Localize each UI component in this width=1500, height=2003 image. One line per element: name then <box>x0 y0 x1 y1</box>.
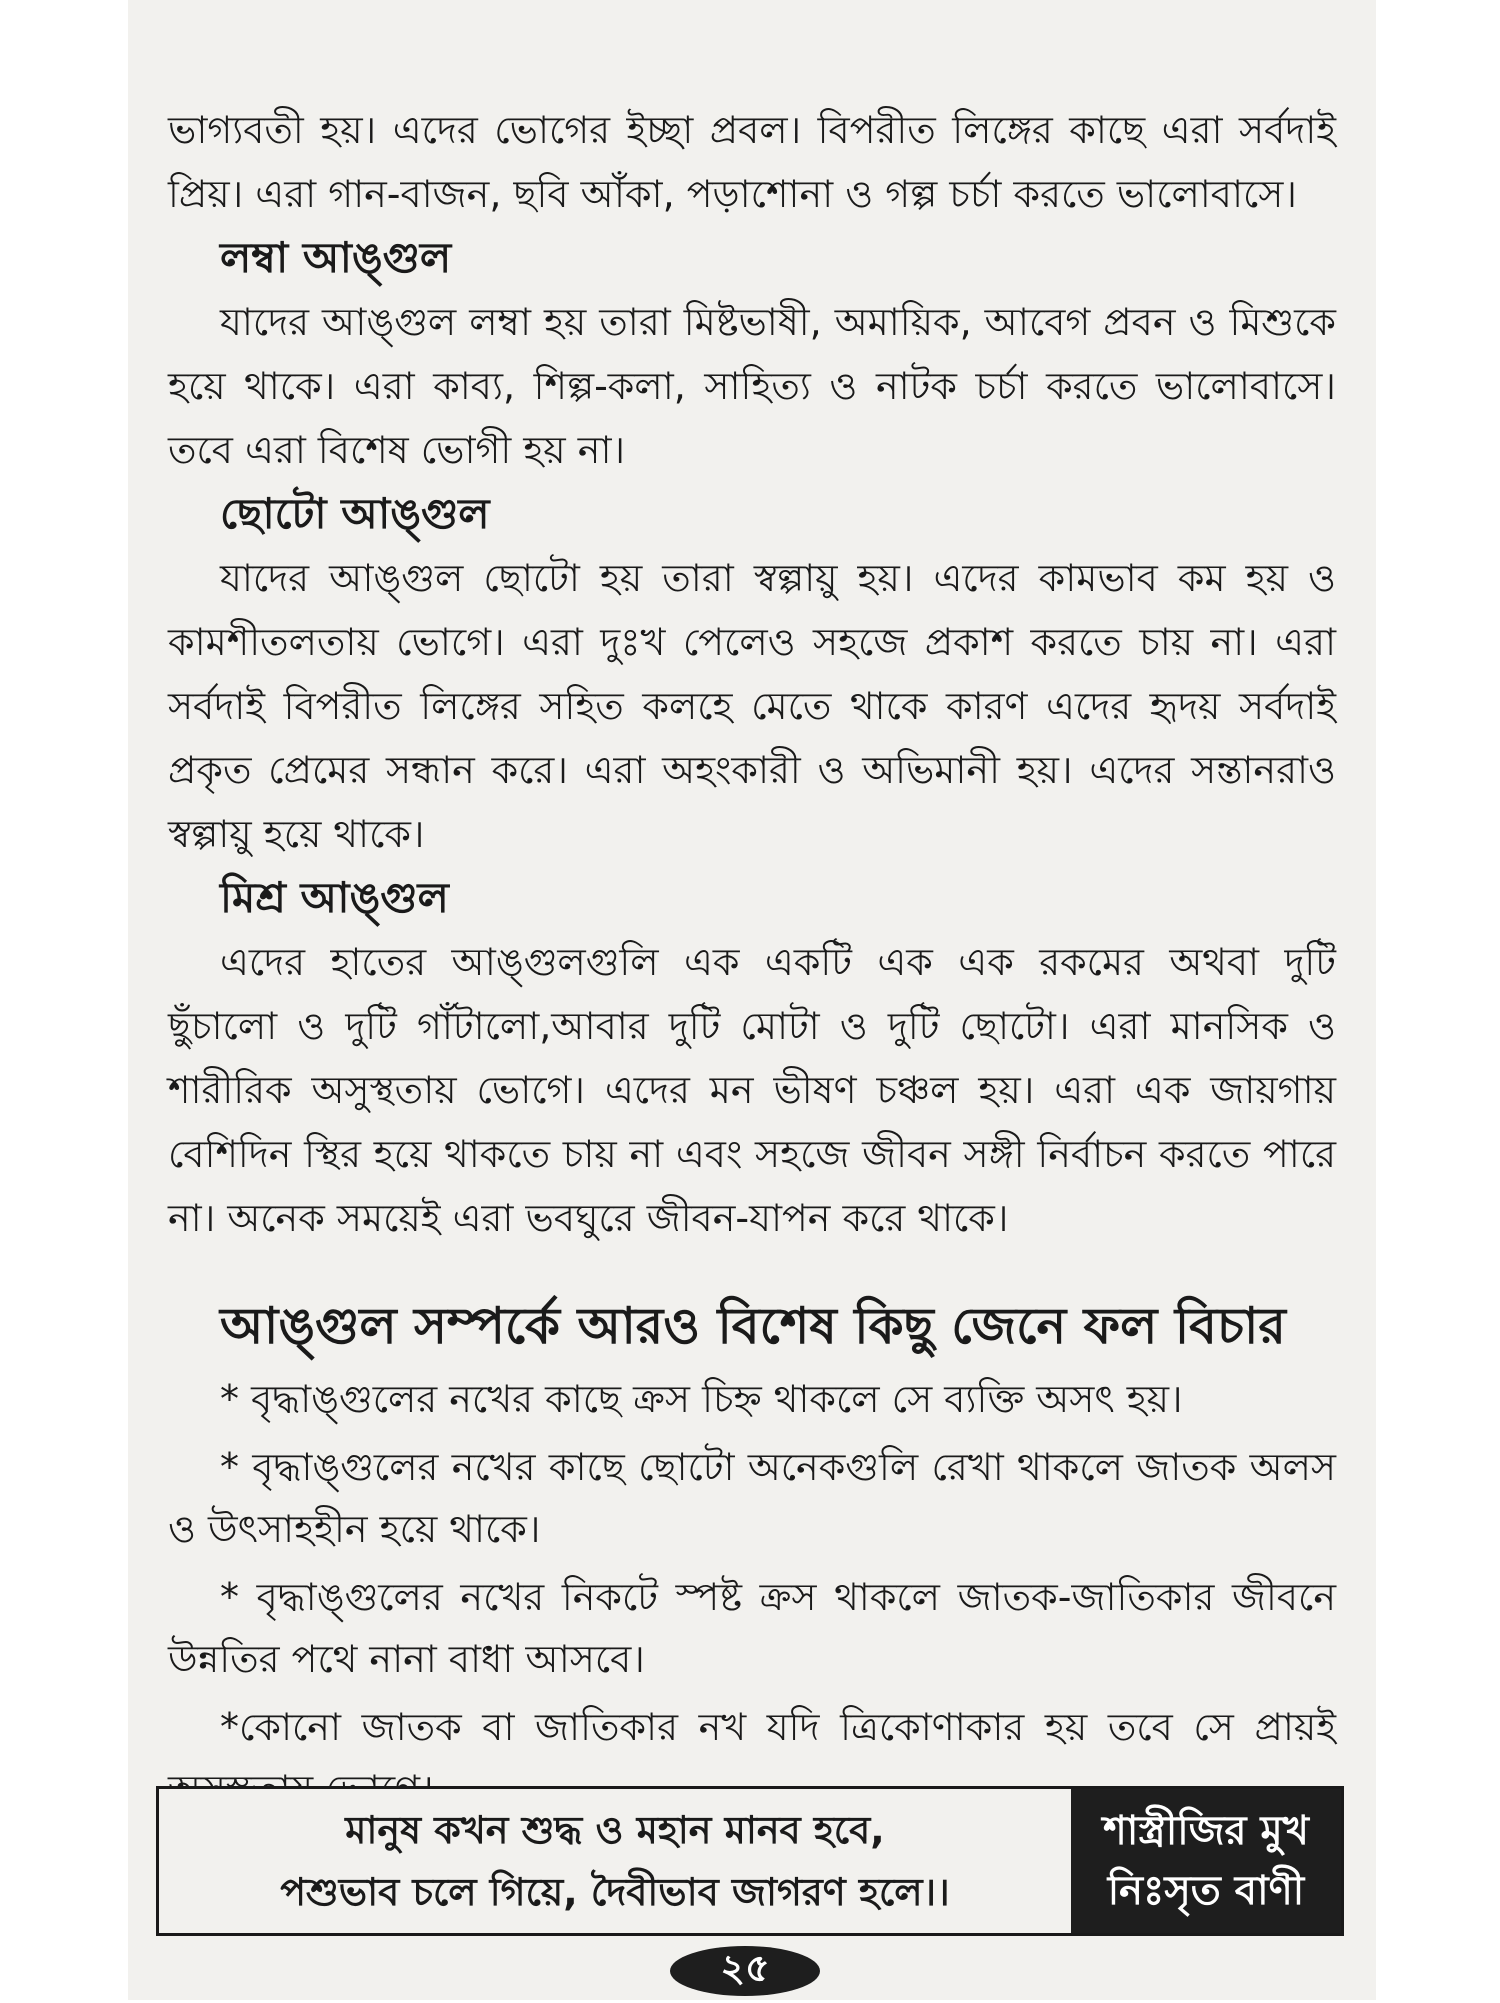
section-body-short-finger: যাদের আঙ্গুল ছোটো হয় তারা স্বল্পায়ু হয়। এদের কামভাব কম হয় ও কামশীতলতায় ভোগে। এরা দুঃখ পেলেও সহজে প্রকাশ করতে চায় না। এরা সর্বদাই বিপরীত লিঙ্গের সহিত কলহে মেতে থাকে কারণ এদের হৃদয় সর্বদাই প্রকৃত প্রেমের সন্ধান করে। এরা অহংকারী ও অভিমানী হয়। এদের সন্তানরাও স্বল্পায়ু হয়ে থাকে। <box>168 556 1337 856</box>
quote-source-tag <box>1071 1789 1341 1933</box>
quote-line-1: মানুষ কখন শুদ্ধ ও মহান মানব হবে, <box>345 1808 885 1852</box>
quote-tag-line-2: নিঃসৃত বাণী <box>1107 1868 1305 1914</box>
section-heading-mixed-finger: মিশ্র আঙ্গুল <box>220 873 449 922</box>
section-body-long-finger: যাদের আঙ্গুল লম্বা হয় তারা মিষ্টভাষী, অমায়িক, আবেগ প্রবন ও মিশুকে হয়ে থাকে। এরা কাব্য, শিল্প-কলা, সাহিত্য ও নাটক চর্চা করতে ভালোবাসে। তবে এরা বিশেষ ভোগী হয় না। <box>168 300 1336 472</box>
page-content <box>168 98 1336 1826</box>
bullet-item: * বৃদ্ধাঙ্গুলের নখের কাছে ক্রস চিহ্ন থাকলে সে ব্যক্তি অসৎ হয়। <box>220 1377 1183 1421</box>
bullet-item: * বৃদ্ধাঙ্গুলের নখের নিকটে স্পষ্ট ক্রস থাকলে জাতক-জাতিকার জীবনে উন্নতির পথে নানা বাধা আসবে। <box>168 1575 1336 1681</box>
quote-tag-line-1: শাস্ত্রীজির মুখ <box>1103 1808 1309 1854</box>
quote-text <box>159 1789 1071 1933</box>
intro-paragraph: ভাগ্যবতী হয়। এদের ভোগের ইচ্ছা প্রবল। বিপরীত লিঙ্গের কাছে এরা সর্বদাই প্রিয়। এরা গান-বাজন, ছবি আঁকা, পড়াশোনা ও গল্প চর্চা করতে ভালোবাসে। <box>168 108 1336 216</box>
section-heading-short-finger: ছোটো আঙ্গুল <box>220 489 490 538</box>
special-heading: আঙ্গুল সম্পর্কে আরও বিশেষ কিছু জেনে ফল বিচার <box>220 1297 1286 1355</box>
quote-box <box>156 1786 1344 1936</box>
page-number: ২৫ <box>670 1946 820 1996</box>
section-body-mixed-finger: এদের হাতের আঙ্গুলগুলি এক একটি এক এক রকমের অথবা দুটি ছুঁচালো ও দুটি গাঁটালো,আবার দুটি মোটা ও দুটি ছোটো। এরা মানসিক ও শারীরিক অসুস্থতায় ভোগে। এদের মন ভীষণ চঞ্চল হয়। এরা এক জায়গায় বেশিদিন স্থির হয়ে থাকতে চায় না এবং সহজে জীবন সঙ্গী নির্বাচন করতে পারে না। অনেক সময়েই এরা ভবঘুরে জীবন-যাপন করে থাকে। <box>168 940 1336 1240</box>
section-heading-long-finger: লম্বা আঙ্গুল <box>220 233 452 282</box>
bullet-item: * বৃদ্ধাঙ্গুলের নখের কাছে ছোটো অনেকগুলি রেখা থাকলে জাতক অলস ও উৎসাহহীন হয়ে থাকে। <box>168 1445 1336 1551</box>
quote-line-2: পশুভাব চলে গিয়ে, দৈবীভাব জাগরণ হলে।। <box>280 1870 950 1914</box>
bullet-item: *কোনো জাতক বা জাতিকার নখ যদি ত্রিকোণাকার হয় তবে সে প্রায়ই <box>220 1705 1336 1749</box>
